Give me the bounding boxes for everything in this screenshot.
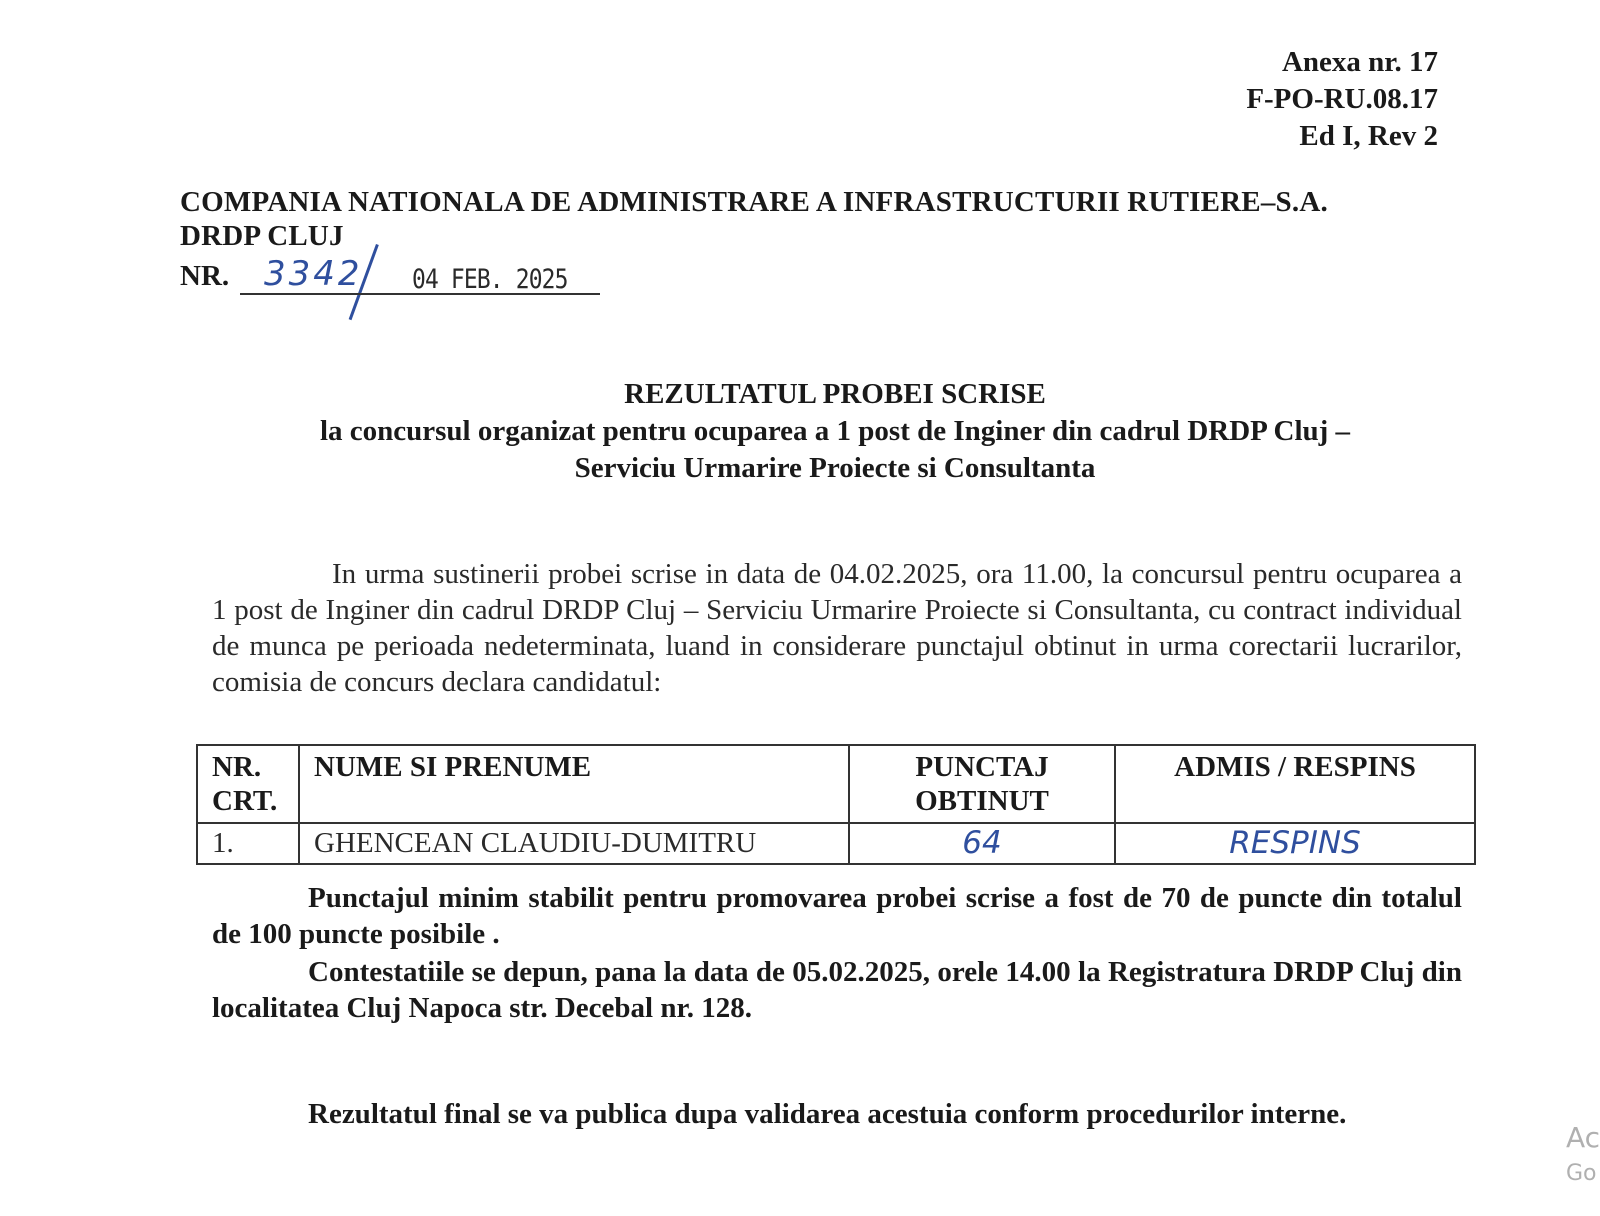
title-main: REZULTATUL PROBEI SCRISE	[624, 378, 1046, 410]
table-row	[197, 823, 1475, 864]
watermark-line-2: Go	[1566, 1161, 1597, 1186]
cell-score	[849, 823, 1115, 864]
annex-reference	[1246, 44, 1438, 155]
registration-stamp-date: 04 FEB. 2025	[412, 264, 568, 295]
organization-branch: DRDP CLUJ	[180, 220, 344, 252]
organization-header	[180, 185, 1328, 253]
handwritten-result: RESPINS	[1229, 825, 1361, 861]
registration-number: 3342	[264, 254, 363, 294]
registration-underline	[240, 293, 600, 295]
activation-watermark	[1566, 1120, 1600, 1192]
header-nr-crt: NR. CRT.	[197, 745, 299, 823]
watermark-line-1: Ac	[1566, 1121, 1600, 1154]
results-table	[196, 744, 1476, 865]
form-code: F-PO-RU.08.17	[1246, 83, 1438, 115]
registration-label: NR.	[180, 260, 230, 292]
intro-paragraph: In urma sustinerii probei scrise in data de 04.02.2025, ora 11.00, la concursul pentru ocuparea a 1 post de Inginer din cadrul DRDP Cluj – Serviciu Urmarire Proiecte si Consultanta, cu contract individual de munca pe perioada nedeterminata, luand in considerare punctajul obtinut in urma corectarii lucrarilor, comisia de concurs declara candidatul:	[212, 558, 1462, 698]
registration-line	[180, 256, 620, 306]
appeals-paragraph: Contestatiile se depun, pana la data de 05.02.2025, orele 14.00 la Registratura DRDP Cluj din localitatea Cluj Napoca str. Decebal nr. 128.	[212, 956, 1462, 1024]
edition-revision: Ed I, Rev 2	[1299, 120, 1438, 152]
min-score-paragraph: Punctajul minim stabilit pentru promovarea probei scrise a fost de 70 de puncte din totalul de 100 puncte posibile .	[212, 882, 1462, 950]
handwritten-score: 64	[962, 825, 1002, 861]
cell-result	[1115, 823, 1475, 864]
cell-candidate-name: GHENCEAN CLAUDIU-DUMITRU	[299, 823, 849, 864]
organization-name: COMPANIA NATIONALA DE ADMINISTRARE A INFRASTRUCTURII RUTIERE–S.A.	[180, 186, 1328, 218]
table-header-row	[197, 745, 1475, 823]
annex-number: Anexa nr. 17	[1281, 46, 1438, 78]
header-result: ADMIS / RESPINS	[1115, 745, 1475, 823]
cell-nr: 1.	[197, 823, 299, 864]
header-name: NUME SI PRENUME	[299, 745, 849, 823]
title-line-2: la concursul organizat pentru ocuparea a 1 post de Inginer din cadrul DRDP Cluj –	[319, 415, 1351, 447]
document-title	[180, 376, 1490, 487]
header-score: PUNCTAJ OBTINUT	[849, 745, 1115, 823]
title-line-3: Serviciu Urmarire Proiecte si Consultanta	[574, 452, 1096, 484]
final-result-paragraph: Rezultatul final se va publica dupa validarea acestuia conform procedurilor interne.	[308, 1098, 1347, 1130]
